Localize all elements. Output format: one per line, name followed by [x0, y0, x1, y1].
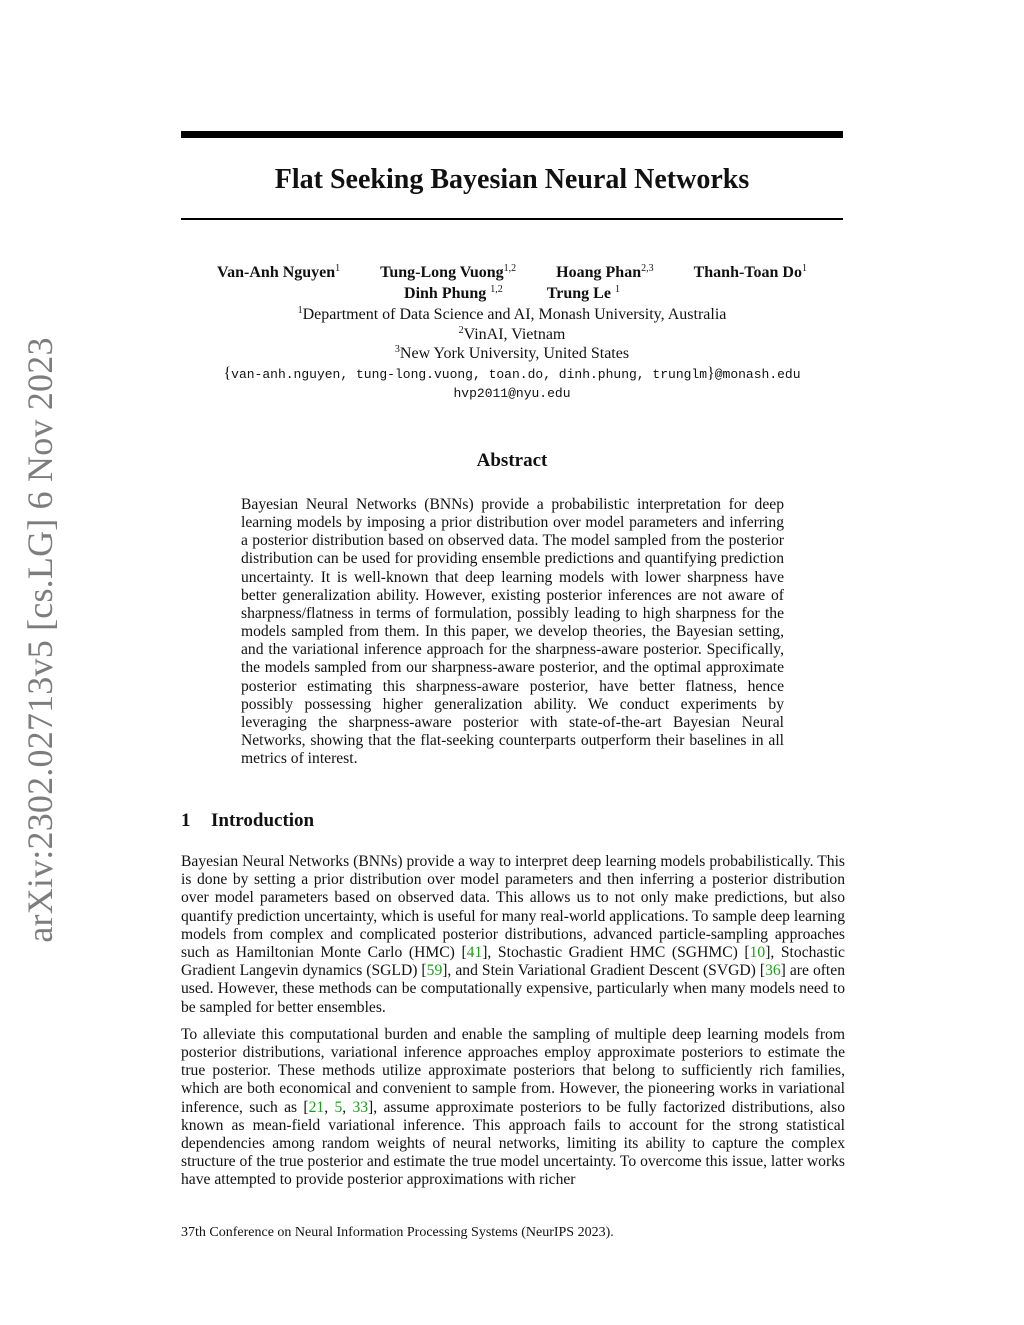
abstract-heading: Abstract	[476, 450, 548, 471]
author-row-2	[160, 283, 864, 304]
citation-link[interactable]: 41	[466, 944, 483, 962]
email-line-2: hvp2011@nyu.edu	[453, 385, 571, 401]
author: Tung-Long Vuong$^{1,2}$	[380, 263, 517, 281]
citation-link[interactable]: 33	[352, 1098, 369, 1116]
author: Hoang Phan$^{2,3}$	[556, 263, 654, 281]
title-rule-top	[181, 131, 843, 138]
paper-title: Flat Seeking Bayesian Neural Networks	[274, 164, 750, 195]
intro-paragraph-2: To alleviate this computational burden and enable the sampling of multiple deep learning models from posterior distributions, variational inference approaches employ approximate posteriors to estimate the true posterior. These methods utilize approximate posteriors that belong to sufficiently rich families, which are both economical and convenient to sample from. However, the pioneering works in variational inference, such as [21, 5, 33], assume approximate posteriors to be fully factorized distributions, also known as mean-field variational inference. This approach fails to account for the strong statistical dependencies among random weights of neural networks, limiting its ability to capture the complex structure of the true posterior and estimate the true model uncertainty. To overcome this issue, latter works have attempted to provide posterior approximations with richer	[181, 1025, 845, 1189]
author: Thanh-Toan Do$^1$	[693, 263, 807, 281]
intro-paragraph-1: Bayesian Neural Networks (BNNs) provide a way to interpret deep learning models probabilistically. This is done by setting a prior distribution over model parameters and then inferring a posterior distribution over model parameters based on observed data. This allows us to not only make predictions, but also quantify prediction uncertainty, which is useful for many real-world applications. To sample deep learning models from complex and complicated posterior distributions, advanced particle-sampling approaches such as Hamiltonian Monte Carlo (HMC) [41], Stochastic Gradient HMC (SGHMC) [10], Stochastic Gradient Langevin dynamics (SGLD) [59], and Stein Variational Gradient Descent (SVGD) [36] are often used. However, these methods can be computationally expensive, particularly when many models need to be sampled for better ensembles.	[181, 853, 845, 1016]
affiliation: $^2$VinAI, Vietnam	[458, 324, 566, 343]
abstract-text: Bayesian Neural Networks (BNNs) provide a probabilistic interpretation for deep learning models by imposing a prior distribution over model parameters and inferring a posterior distribution based on observed data. The model sampled from the posterior distribution can be used for providing ensemble predictions and quantifying prediction uncertainty. It is well-known that deep learning models with lower sharpness have better generalization ability. However, existing posterior inferences are not aware of sharpness/flatness in terms of formulation, possibly leading to high sharpness for the models sampled from them. In this paper, we develop theories, the Bayesian setting, and the variational inference approach for the sharpness-aware posterior. Specifically, the models sampled from our sharpness-aware posterior, and the optimal approximate posterior estimating this sharpness-aware posterior, have better flatness, hence possibly possessing higher generalization ability. We conduct experiments by leveraging the sharpness-aware posterior with state-of-the-art Bayesian Neural Networks, showing that the flat-seeking counterparts outperform their baselines in all metrics of interest.	[241, 496, 784, 768]
citation-link[interactable]: 59	[426, 962, 443, 980]
section-title: Introduction	[211, 810, 315, 831]
author: Van-Anh Nguyen$^1$	[217, 263, 341, 281]
email-line-1: {van-anh.nguyen, tung-long.vuong, toan.do, dinh.phung, trunglm}@monash.edu	[223, 364, 801, 382]
affiliation: $^3$New York University, United States	[394, 344, 630, 362]
citation-link[interactable]: 36	[765, 962, 781, 980]
affiliations	[160, 305, 864, 364]
citation-link[interactable]: 5	[334, 1098, 343, 1116]
arxiv-stamp: arXiv:2302.02713v5 [cs.LG] 6 Nov 2023	[20, 337, 60, 943]
affiliation: $^1$Department of Data Science and AI, Monash University, Australia	[297, 305, 727, 323]
author: Trung Le $^1$	[546, 284, 620, 302]
author: Dinh Phung $^{1,2}$	[404, 284, 503, 302]
citation-link[interactable]: 21	[308, 1098, 325, 1116]
title-rule-bottom	[181, 218, 843, 220]
author-row-1	[160, 262, 864, 283]
introduction-body	[181, 853, 845, 1190]
citation-link[interactable]: 10	[749, 944, 766, 962]
author-block	[160, 262, 864, 403]
section-number: 1	[181, 810, 191, 831]
section-heading-introduction	[181, 810, 314, 832]
conference-footnote: 37th Conference on Neural Information Processing Systems (NeurIPS 2023).	[181, 1225, 614, 1240]
